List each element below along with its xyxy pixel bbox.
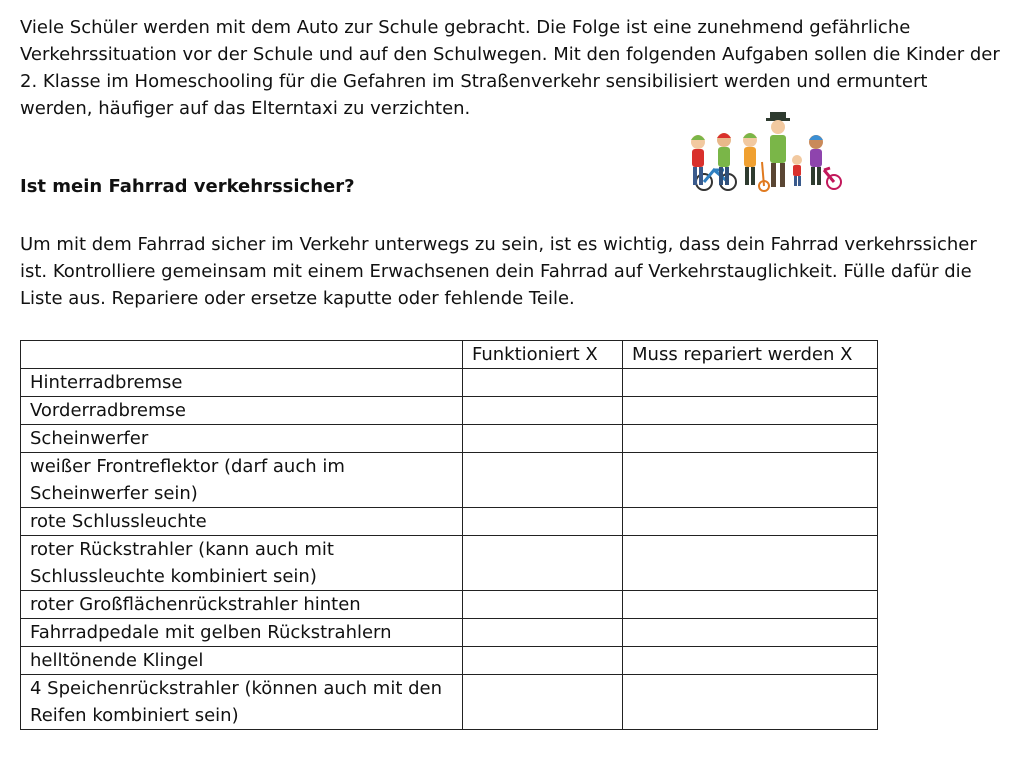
instructions-paragraph: Um mit dem Fahrrad sicher im Verkehr unterwegs zu sein, ist es wichtig, dass dein Fahrrad verkehrssicher ist. Kontrolliere gemeinsam mit einem Erwachsenen dein Fahrrad auf Verkehrstauglichkeit. Fülle dafür die Liste aus. Repariere oder ersetze kaputte oder fehlende Teile. [20, 234, 977, 309]
table-row [21, 453, 878, 508]
row-label: Fahrradpedale mit gelben Rückstrahlern [21, 619, 463, 647]
repair-checkbox-cell[interactable] [623, 591, 878, 619]
adult-figure-icon [766, 112, 790, 187]
table-row [21, 425, 878, 453]
repair-checkbox-cell[interactable] [623, 369, 878, 397]
table-row [21, 591, 878, 619]
row-label: helltönende Klingel [21, 647, 463, 675]
row-label: roter Großflächenrückstrahler hinten [21, 591, 463, 619]
works-checkbox-cell[interactable] [463, 619, 623, 647]
works-checkbox-cell[interactable] [463, 369, 623, 397]
repair-checkbox-cell[interactable] [623, 536, 878, 591]
row-label: weißer Frontreflektor (darf auch im Scheinwerfer sein) [21, 453, 463, 508]
works-checkbox-cell[interactable] [463, 397, 623, 425]
family-with-bikes-illustration [684, 110, 844, 194]
child-figure-icon [743, 133, 769, 191]
works-checkbox-cell[interactable] [463, 647, 623, 675]
works-checkbox-cell[interactable] [463, 675, 623, 730]
column-header-item [21, 341, 463, 369]
table-row [21, 647, 878, 675]
repair-checkbox-cell[interactable] [623, 675, 878, 730]
bike-icon [824, 168, 841, 189]
works-checkbox-cell[interactable] [463, 508, 623, 536]
works-checkbox-cell[interactable] [463, 425, 623, 453]
row-label: Vorderradbremse [21, 397, 463, 425]
section-heading: Ist mein Fahrrad verkehrssicher? [20, 176, 355, 197]
repair-checkbox-cell[interactable] [623, 397, 878, 425]
repair-checkbox-cell[interactable] [623, 647, 878, 675]
works-checkbox-cell[interactable] [463, 591, 623, 619]
table-row [21, 675, 878, 730]
row-label: rote Schlussleuchte [21, 508, 463, 536]
repair-checkbox-cell[interactable] [623, 425, 878, 453]
child-figure-icon [809, 135, 823, 185]
table-row [21, 536, 878, 591]
intro-paragraph: Viele Schüler werden mit dem Auto zur Schule gebracht. Die Folge ist eine zunehmend gefährliche Verkehrssituation vor der Schule und auf den Schulwegen. Mit den folgenden Aufgaben sollen die Kinder der 2. Klasse im Homeschooling für die Gefahren im Straßenverkehr sensibilisiert werden und ermuntert werden, häufiger auf das Elterntaxi zu verzichten. [20, 17, 1000, 119]
row-label: 4 Speichenrückstrahler (können auch mit den Reifen kombiniert sein) [21, 675, 463, 730]
column-header-needs-repair: Muss repariert werden X [623, 341, 878, 369]
repair-checkbox-cell[interactable] [623, 619, 878, 647]
table-row [21, 619, 878, 647]
table-row [21, 369, 878, 397]
row-label: Hinterradbremse [21, 369, 463, 397]
table-row [21, 397, 878, 425]
works-checkbox-cell[interactable] [463, 453, 623, 508]
bike-safety-checklist-table [20, 340, 878, 730]
table-header-row [21, 341, 878, 369]
works-checkbox-cell[interactable] [463, 536, 623, 591]
table-row [21, 508, 878, 536]
row-label: Scheinwerfer [21, 425, 463, 453]
row-label: roter Rückstrahler (kann auch mit Schlussleuchte kombiniert sein) [21, 536, 463, 591]
child-figure-icon [792, 155, 802, 186]
column-header-works: Funktioniert X [463, 341, 623, 369]
repair-checkbox-cell[interactable] [623, 453, 878, 508]
repair-checkbox-cell[interactable] [623, 508, 878, 536]
